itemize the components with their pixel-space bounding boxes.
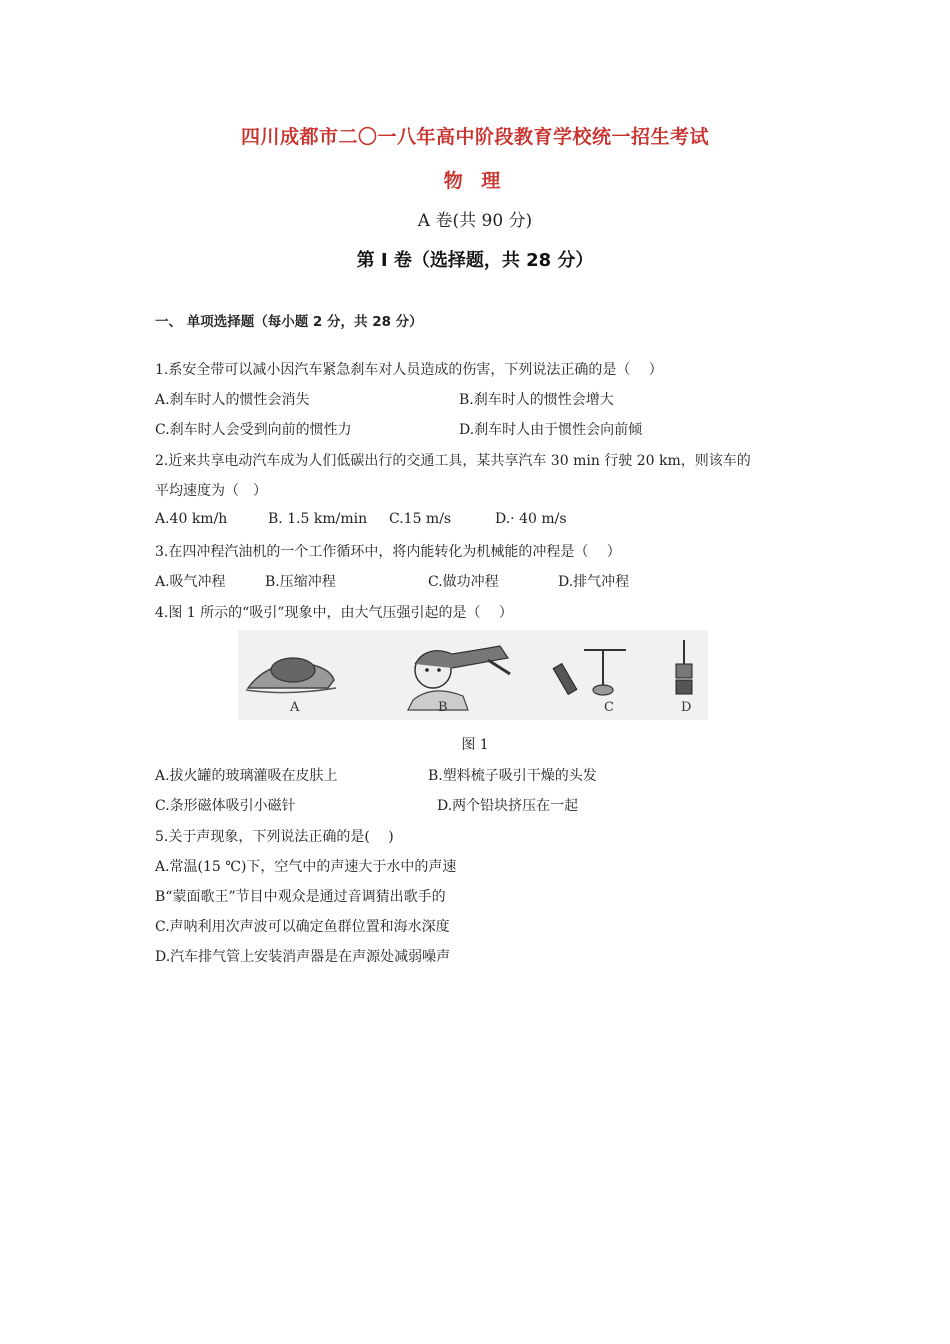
figure-label-a: A (290, 700, 300, 715)
figure-a-cupping-jar (246, 658, 336, 693)
q4-option-c: C.条形磁体吸引小磁针 (155, 798, 296, 814)
figure-c-magnet-stand (553, 650, 626, 695)
q1-option-c: C.刹车时人会受到向前的惯性力 (155, 422, 352, 438)
q4-option-d: D.两个铅块挤压在一起 (437, 798, 579, 814)
q2-stem-line1: 2.近来共享电动汽车成为人们低碳出行的交通工具，某共享汽车 30 min 行驶 20 km，则该车的 (155, 453, 751, 469)
subject-title: 物 理 (443, 170, 507, 192)
q1-option-d: D.刹车时人由于惯性会向前倾 (459, 422, 643, 438)
figure-label-b: B (438, 700, 448, 715)
q2-option-a: A.40 km/h (155, 511, 228, 527)
q4-option-a: A.拔火罐的玻璃灌吸在皮肤上 (155, 768, 338, 784)
q1-stem: 1.系安全带可以减小因汽车紧急刹车对人员造成的伤害，下列说法正确的是（ ） (155, 362, 663, 378)
q2-option-c: C.15 m/s (389, 511, 452, 527)
q2-stem-line2: 平均速度为（ ） (155, 483, 267, 499)
q3-option-a: A.吸气冲程 (155, 574, 226, 590)
q4-stem: 4.图 1 所示的“吸引”现象中，由大气压强引起的是（ ） (155, 605, 513, 621)
figure-1-illustrations (238, 630, 708, 720)
q1-option-b: B.刹车时人的惯性会增大 (459, 392, 614, 408)
figure-d-lead-blocks (676, 640, 692, 694)
q3-option-c: C.做功冲程 (428, 574, 499, 590)
figure-label-d: D (681, 700, 692, 715)
q2-option-d: D.· 40 m/s (495, 511, 567, 527)
q2-option-b: B. 1.5 km/min (268, 511, 368, 527)
section-heading: 一、 单项选择题（每小题 2 分，共 28 分） (155, 314, 423, 330)
q5-option-a: A.常温(15 ℃)下，空气中的声速大于水中的声速 (155, 859, 457, 875)
q5-option-c: C.声呐利用次声波可以确定鱼群位置和海水深度 (155, 919, 450, 935)
q1-option-a: A.刹车时人的惯性会消失 (155, 392, 310, 408)
part-one-heading: 第 I 卷（选择题，共 28 分） (356, 250, 594, 271)
q3-stem: 3.在四冲程汽油机的一个工作循环中，将内能转化为机械能的冲程是（ ） (155, 544, 621, 560)
q5-option-d: D.汽车排气管上安装消声器是在声源处减弱噪声 (155, 949, 451, 965)
figure-1-drawing (238, 630, 708, 720)
figure-label-c: C (604, 700, 614, 715)
volume-a-label: A 卷(共 90 分) (417, 211, 533, 231)
q3-option-d: D.排气冲程 (558, 574, 630, 590)
q5-stem: 5.关于声现象，下列说法正确的是( ) (155, 829, 394, 845)
q3-option-b: B.压缩冲程 (265, 574, 336, 590)
q5-option-b: B“蒙面歌王”节目中观众是通过音调猜出歌手的 (155, 889, 446, 905)
figure-b-girl-with-comb (408, 646, 510, 710)
exam-title: 四川成都市二〇一八年高中阶段教育学校统一招生考试 (240, 126, 709, 148)
figure-1-caption: 图 1 (461, 737, 489, 753)
q4-option-b: B.塑料梳子吸引干燥的头发 (428, 768, 597, 784)
